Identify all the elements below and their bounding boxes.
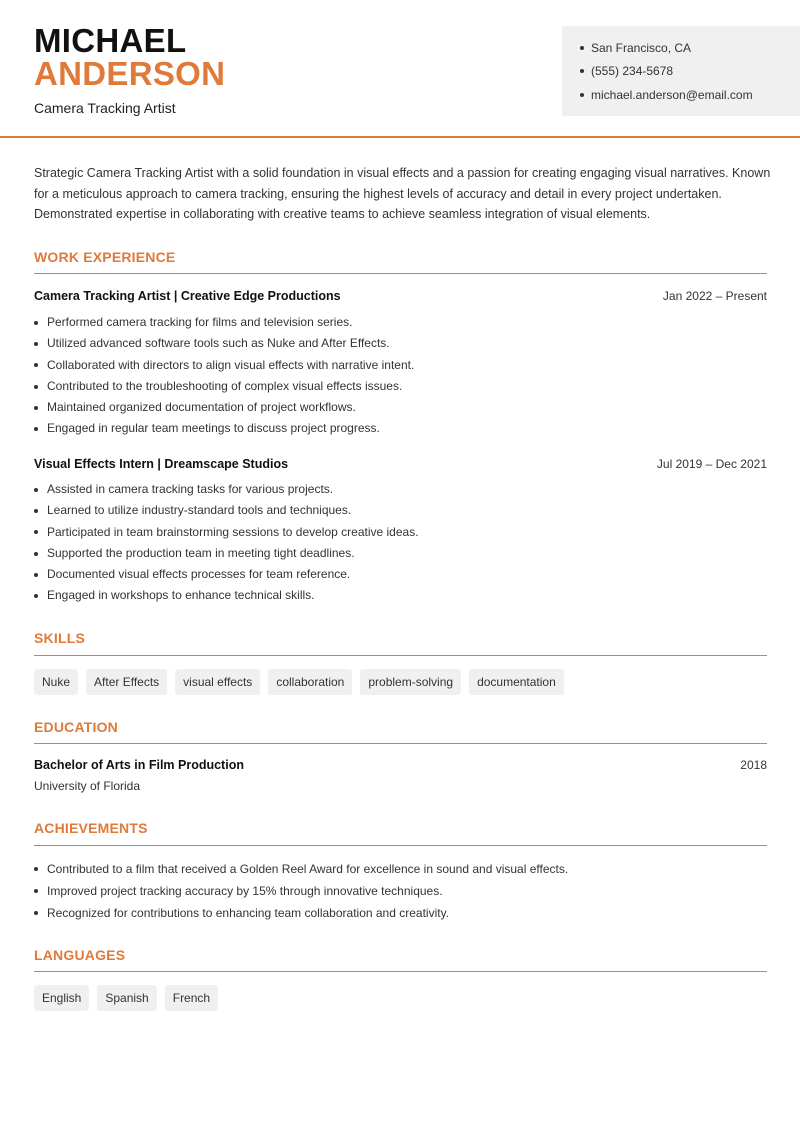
degree: Bachelor of Arts in Film Production <box>34 758 244 772</box>
skill-tag: collaboration <box>268 669 352 695</box>
list-item <box>34 500 767 521</box>
bullet-icon <box>34 363 38 367</box>
section-divider <box>34 655 767 656</box>
list-item-text: Utilized advanced software tools such as Nuke and After Effects. <box>47 336 390 351</box>
section-divider <box>34 971 767 972</box>
list-item <box>34 418 767 439</box>
bullet-icon <box>34 509 38 513</box>
contact-box <box>562 26 800 116</box>
language-tag: French <box>165 985 218 1011</box>
list-item-text: Participated in team brainstorming sessions to develop creative ideas. <box>47 524 419 539</box>
list-item-text: Contributed to the troubleshooting of complex visual effects issues. <box>47 378 403 393</box>
list-item-text: Documented visual effects processes for team reference. <box>47 567 351 582</box>
job-bullets <box>34 479 767 607</box>
achievements-heading: ACHIEVEMENTS <box>34 820 148 836</box>
list-item <box>34 333 767 354</box>
graduation-year: 2018 <box>740 758 767 772</box>
list-item <box>34 585 767 606</box>
list-item <box>34 376 767 397</box>
list-item-text: Collaborated with directors to align visual effects with narrative intent. <box>47 357 415 372</box>
skill-tag: problem-solving <box>360 669 461 695</box>
bullet-icon <box>580 69 584 73</box>
skill-tag: After Effects <box>86 669 167 695</box>
bullet-icon <box>34 342 38 346</box>
list-item <box>34 880 767 902</box>
bullet-icon <box>34 530 38 534</box>
list-item-text: Performed camera tracking for films and television series. <box>47 315 353 329</box>
list-item <box>34 858 767 880</box>
last-name: ANDERSON <box>34 55 226 92</box>
bullet-icon <box>580 46 584 50</box>
list-item <box>34 479 767 500</box>
school-name: University of Florida <box>34 779 141 793</box>
list-item-text: Contributed to a film that received a Golden Reel Award for excellence in sound and visual effects. <box>47 862 569 876</box>
first-name: MICHAEL <box>34 22 187 59</box>
job-title: Camera Tracking Artist <box>34 100 176 116</box>
bullet-icon <box>580 93 584 97</box>
contact-location-text: San Francisco, CA <box>591 40 692 55</box>
work-experience-heading: WORK EXPERIENCE <box>34 249 176 265</box>
languages-heading: LANGUAGES <box>34 947 126 963</box>
contact-location <box>580 36 800 60</box>
list-item-text: Improved project tracking accuracy by 15% through innovative techniques. <box>47 884 443 899</box>
bullet-icon <box>34 488 38 492</box>
contact-phone-text: (555) 234-5678 <box>591 64 674 79</box>
skills-heading: SKILLS <box>34 630 85 646</box>
list-item-text: Learned to utilize industry-standard tools and techniques. <box>47 503 352 518</box>
list-item <box>34 564 767 585</box>
contact-email <box>580 83 800 107</box>
bullet-icon <box>34 889 38 893</box>
job-header <box>34 457 767 471</box>
bullet-icon <box>34 911 38 915</box>
list-item-text: Assisted in camera tracking tasks for various projects. <box>47 482 334 496</box>
list-item-text: Engaged in workshops to enhance technical skills. <box>47 588 315 603</box>
list-item-text: Engaged in regular team meetings to discuss project progress. <box>47 421 380 436</box>
section-divider <box>34 273 767 274</box>
list-item <box>34 543 767 564</box>
section-divider <box>34 845 767 846</box>
bullet-icon <box>34 552 38 556</box>
job-bullets <box>34 312 767 440</box>
list-item <box>34 902 767 924</box>
achievements-list <box>34 858 767 925</box>
list-item <box>34 355 767 376</box>
job-header <box>34 289 767 303</box>
contact-email-text: michael.anderson@email.com <box>591 87 753 102</box>
list-item-text: Supported the production team in meeting tight deadlines. <box>47 545 355 560</box>
job-dates: Jan 2022 – Present <box>662 289 767 303</box>
skills-list <box>34 669 564 695</box>
list-item <box>34 522 767 543</box>
bullet-icon <box>34 427 38 431</box>
language-tag: English <box>34 985 89 1011</box>
skill-tag: documentation <box>469 669 564 695</box>
skill-tag: Nuke <box>34 669 78 695</box>
bullet-icon <box>34 406 38 410</box>
education-heading: EDUCATION <box>34 719 118 735</box>
languages-list <box>34 985 218 1011</box>
bullet-icon <box>34 594 38 598</box>
job-dates: Jul 2019 – Dec 2021 <box>656 457 767 471</box>
job-role: Visual Effects Intern | Dreamscape Studios <box>34 457 289 471</box>
list-item-text: Recognized for contributions to enhancing team collaboration and creativity. <box>47 906 450 921</box>
summary: Strategic Camera Tracking Artist with a solid foundation in visual effects and a passion for creating engaging visual narratives. Known for a meticulous approach to camera tracking, ensuring the highest levels of accuracy and detail in every project undertaken. Demonstrated expertise in collaborating with creative teams to achieve seamless integration of visual elements. <box>34 166 771 222</box>
language-tag: Spanish <box>97 985 156 1011</box>
job-role: Camera Tracking Artist | Creative Edge Productions <box>34 289 341 303</box>
list-item <box>34 312 767 333</box>
section-divider <box>34 743 767 744</box>
bullet-icon <box>34 573 38 577</box>
list-item <box>34 397 767 418</box>
list-item-text: Maintained organized documentation of project workflows. <box>47 400 356 415</box>
education-header <box>34 758 767 772</box>
bullet-icon <box>34 385 38 389</box>
bullet-icon <box>34 867 38 871</box>
resume-header <box>0 0 800 138</box>
skill-tag: visual effects <box>175 669 260 695</box>
contact-phone <box>580 60 800 84</box>
bullet-icon <box>34 321 38 325</box>
